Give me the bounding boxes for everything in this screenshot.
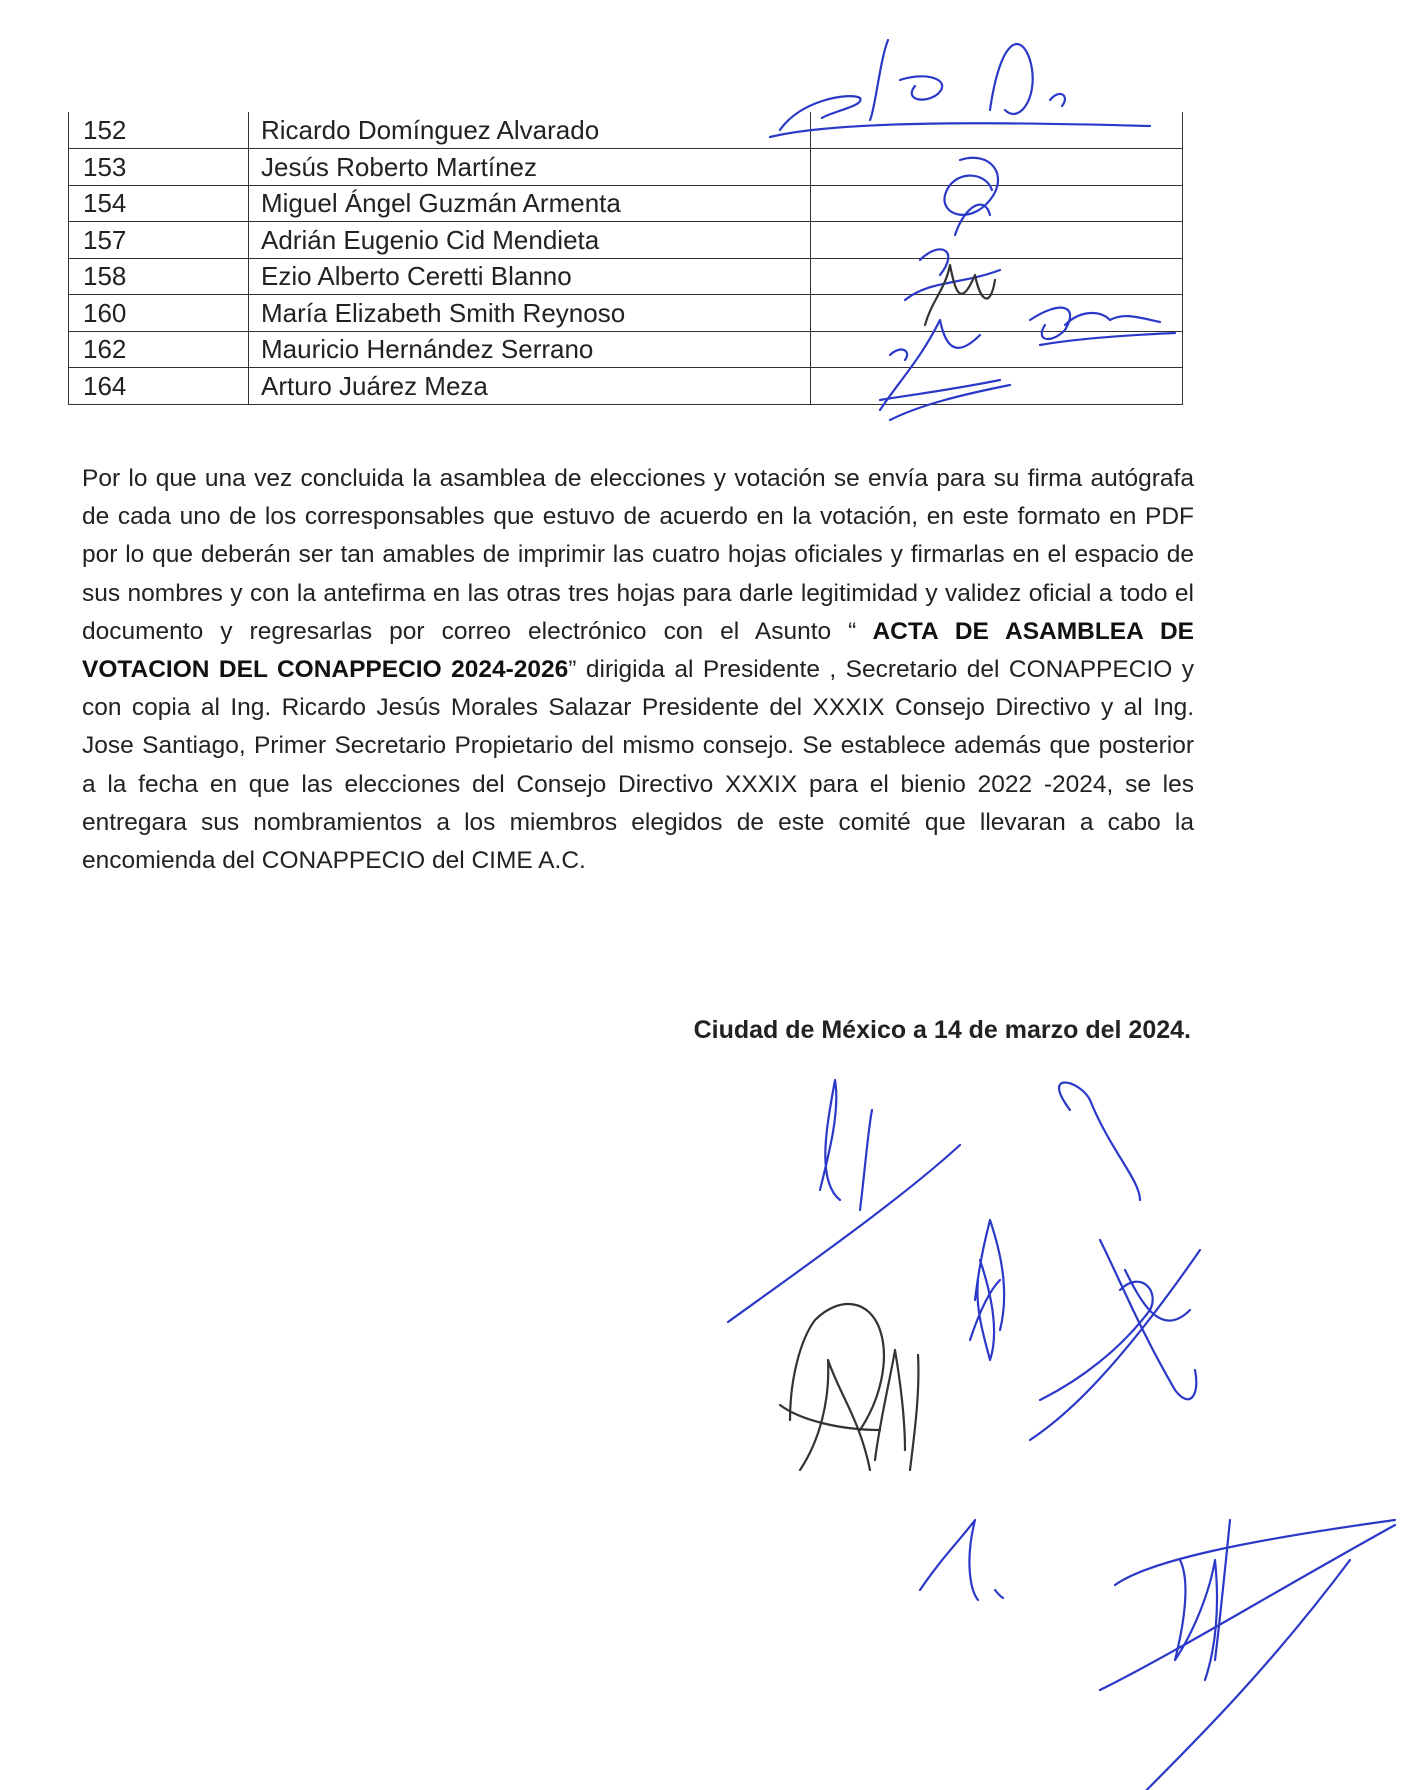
signature-cell bbox=[811, 331, 1183, 368]
paragraph-text-continued: ” dirigida al Presidente , Secretario del CONAPPECIO y con copia al Ing. Ricardo Jesús Morales Salazar Presidente del XXXIX Consejo Directivo y al Ing. Jose Santiago, Primer Secretario Propietario del mismo consejo. Se establece además que posterior a la fecha en que las elecciones del Consejo Directivo XXXIX para el bienio 2022 -2024, se les entregara sus nombramientos a los miembros elegidos de este comité que llevaran a cabo la encomienda del CONAPPECIO del CIME A.C. bbox=[82, 656, 1194, 875]
signature-cell bbox=[811, 368, 1183, 405]
member-number: 157 bbox=[69, 222, 249, 259]
table-row bbox=[69, 112, 1183, 149]
table-row bbox=[69, 331, 1183, 368]
signature-cell bbox=[811, 112, 1183, 149]
signature-cell bbox=[811, 185, 1183, 222]
member-number: 153 bbox=[69, 149, 249, 186]
signature-cluster-bottom bbox=[728, 1080, 1395, 1790]
signature-cell bbox=[811, 258, 1183, 295]
member-number: 164 bbox=[69, 368, 249, 405]
member-number: 160 bbox=[69, 295, 249, 332]
members-table bbox=[68, 112, 1183, 405]
member-number: 154 bbox=[69, 185, 249, 222]
member-name: Ricardo Domínguez Alvarado bbox=[249, 112, 811, 149]
table-row bbox=[69, 368, 1183, 405]
member-number: 162 bbox=[69, 331, 249, 368]
email-subject: ACTA DE ASAMBLEA DE VOTACION DEL CONAPPECIO 2024-2026 bbox=[82, 617, 1194, 684]
table-row bbox=[69, 222, 1183, 259]
signature-cell bbox=[811, 222, 1183, 259]
member-name: Miguel Ángel Guzmán Armenta bbox=[249, 185, 811, 222]
member-name: Arturo Juárez Meza bbox=[249, 368, 811, 405]
member-name: María Elizabeth Smith Reynoso bbox=[249, 295, 811, 332]
member-name: Mauricio Hernández Serrano bbox=[249, 331, 811, 368]
table-row bbox=[69, 258, 1183, 295]
paragraph-text: Por lo que una vez concluida la asamblea de elecciones y votación se envía para su firma autógrafa de cada uno de los corresponsables que estuvo de acuerdo en la votación, en este formato en PDF por lo que deberán ser tan amables de imprimir las cuatro hojas oficiales y firmarlas en el espacio de sus nombres y con la antefirma en las otras tres hojas para darle legitimidad y validez oficial a todo el documento y regresarlas por correo electrónico con el Asunto “ bbox=[82, 465, 1194, 645]
table-row bbox=[69, 149, 1183, 186]
signature-cell bbox=[811, 149, 1183, 186]
table-row bbox=[69, 295, 1183, 332]
body-paragraph bbox=[82, 460, 1194, 880]
signature-cell bbox=[811, 295, 1183, 332]
date-place-line: Ciudad de México a 14 de marzo del 2024. bbox=[693, 1016, 1191, 1044]
member-number: 158 bbox=[69, 258, 249, 295]
member-name: Adrián Eugenio Cid Mendieta bbox=[249, 222, 811, 259]
member-number: 152 bbox=[69, 112, 249, 149]
table-row bbox=[69, 185, 1183, 222]
member-name: Jesús Roberto Martínez bbox=[249, 149, 811, 186]
member-name: Ezio Alberto Ceretti Blanno bbox=[249, 258, 811, 295]
